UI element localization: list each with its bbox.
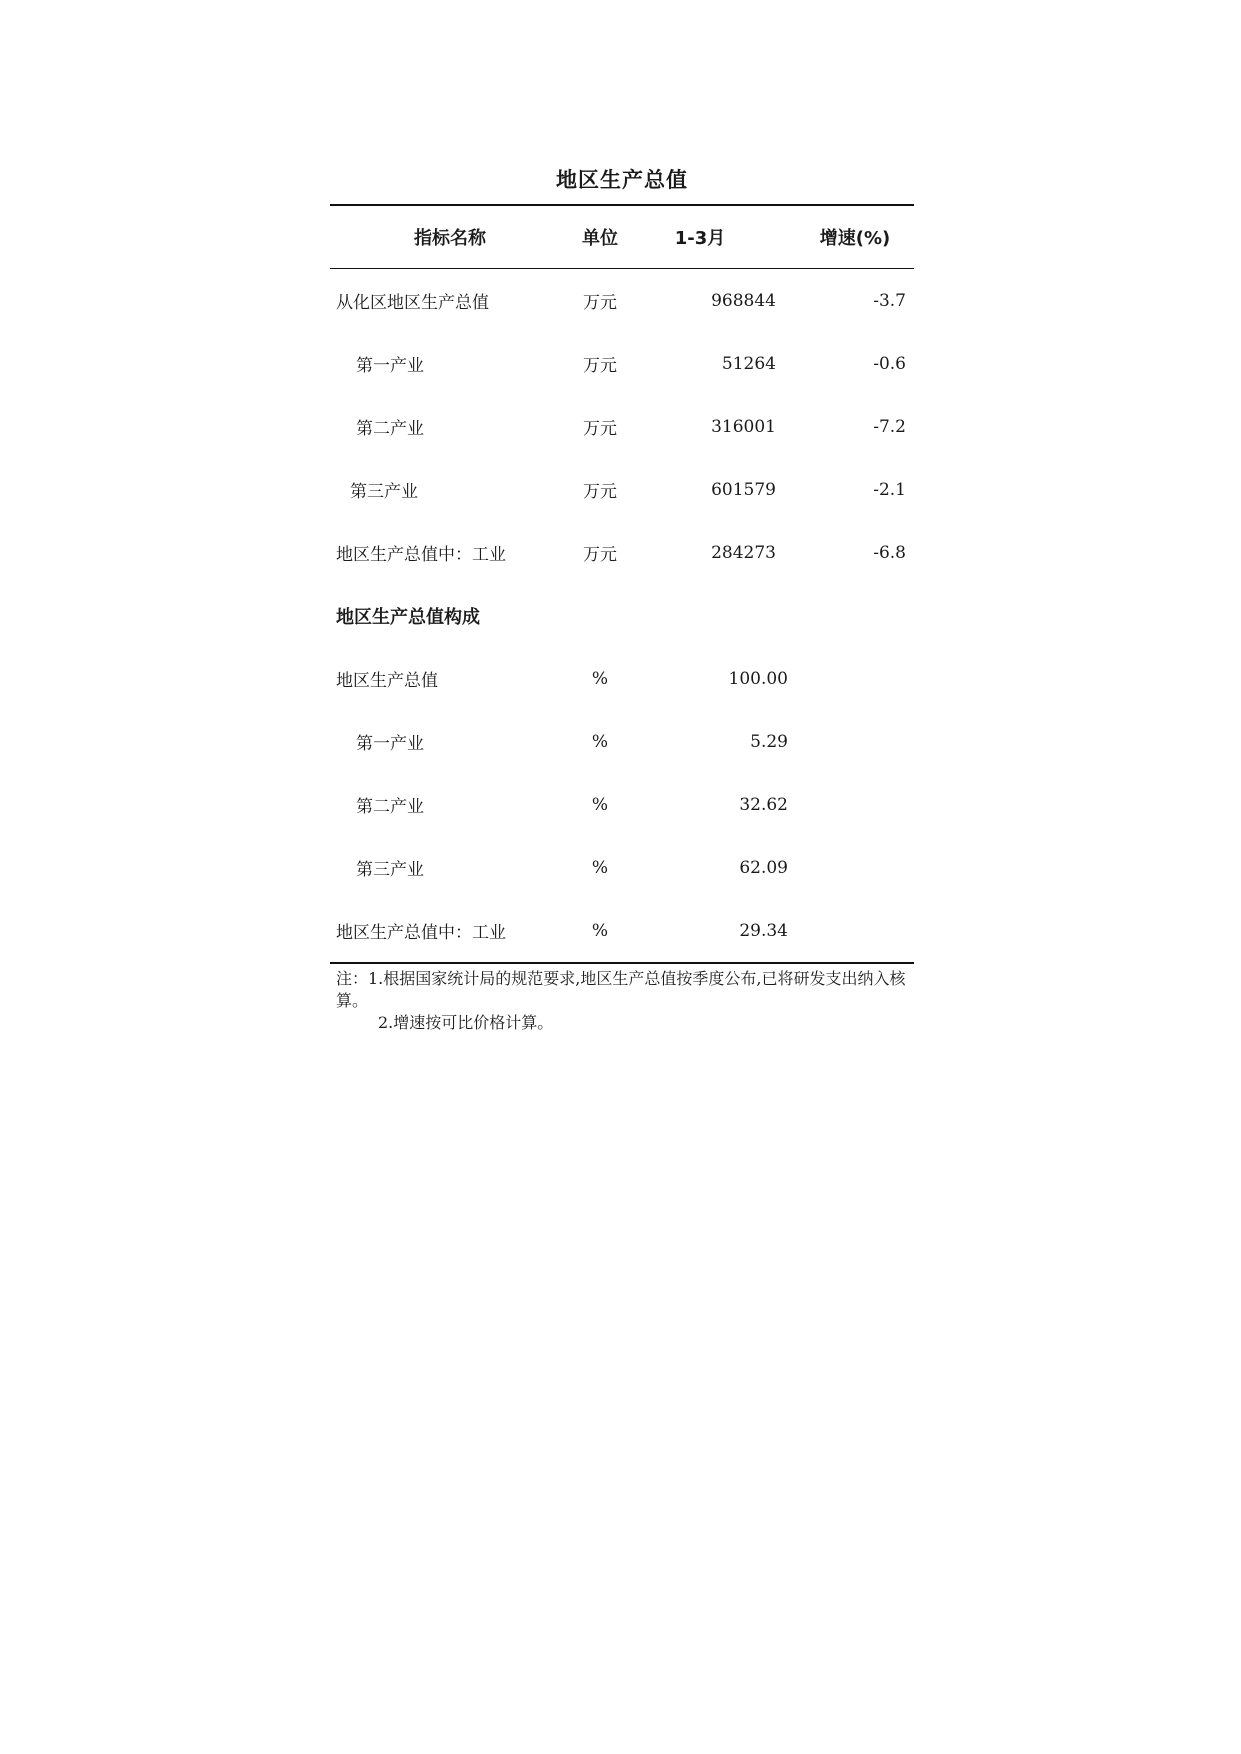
row-value: 32.62 [739, 794, 788, 815]
row-growth: -3.7 [873, 290, 906, 311]
row-unit: 万元 [583, 419, 617, 439]
row-name: 第一产业 [356, 734, 424, 754]
row-unit: 万元 [583, 293, 617, 313]
row-name: 第三产业 [350, 482, 418, 502]
row-name: 第二产业 [356, 419, 424, 439]
row-value: 284273 [711, 542, 776, 563]
table-row [330, 269, 914, 332]
row-value: 5.29 [750, 731, 788, 752]
row-growth: -2.1 [873, 479, 906, 500]
row-value: 316001 [711, 416, 776, 437]
row-name: 第二产业 [356, 797, 424, 817]
row-unit: 万元 [583, 356, 617, 376]
row-growth: -7.2 [873, 416, 906, 437]
row-name: 第一产业 [356, 356, 424, 376]
header-period: 1-3月 [674, 228, 726, 249]
row-growth: -6.8 [873, 542, 906, 563]
row-unit: 万元 [583, 482, 617, 502]
row-unit: % [591, 731, 609, 752]
header-name: 指标名称 [414, 228, 486, 249]
table-row [330, 458, 914, 521]
table-header-row [330, 206, 914, 268]
table-row [330, 395, 914, 458]
header-unit: 单位 [582, 228, 618, 249]
note-2: 2.增速按可比价格计算。 [378, 1013, 554, 1032]
table-row [330, 710, 914, 773]
table-row [330, 647, 914, 710]
table-notes [330, 964, 914, 1034]
row-name: 地区生产总值 [336, 671, 438, 691]
row-value: 29.34 [739, 920, 788, 941]
row-unit: % [591, 668, 609, 689]
row-value: 601579 [711, 479, 776, 500]
row-unit: % [591, 920, 609, 941]
row-name: 从化区地区生产总值 [336, 293, 489, 313]
note-1: 注：1.根据国家统计局的规范要求,地区生产总值按季度公布,已将研发支出纳入核算。 [336, 969, 906, 1010]
header-growth: 增速(%) [819, 228, 891, 249]
table-row [330, 332, 914, 395]
table-row [330, 836, 914, 899]
table-row [330, 899, 914, 962]
section-row [330, 584, 914, 647]
row-value: 968844 [711, 290, 776, 311]
table-title: 地区生产总值 [556, 168, 688, 192]
row-value: 51264 [721, 353, 776, 374]
row-name: 地区生产总值中：工业 [336, 923, 506, 943]
table-row [330, 521, 914, 584]
row-value: 62.09 [739, 857, 788, 878]
row-unit: % [591, 794, 609, 815]
table-row [330, 773, 914, 836]
composition-title: 地区生产总值构成 [336, 606, 480, 628]
row-name: 地区生产总值中：工业 [336, 545, 506, 565]
row-growth: -0.6 [873, 353, 906, 374]
row-unit: % [591, 857, 609, 878]
row-value: 100.00 [728, 668, 788, 689]
row-unit: 万元 [583, 545, 617, 565]
row-name: 第三产业 [356, 860, 424, 880]
statistics-table-page [330, 160, 914, 1034]
